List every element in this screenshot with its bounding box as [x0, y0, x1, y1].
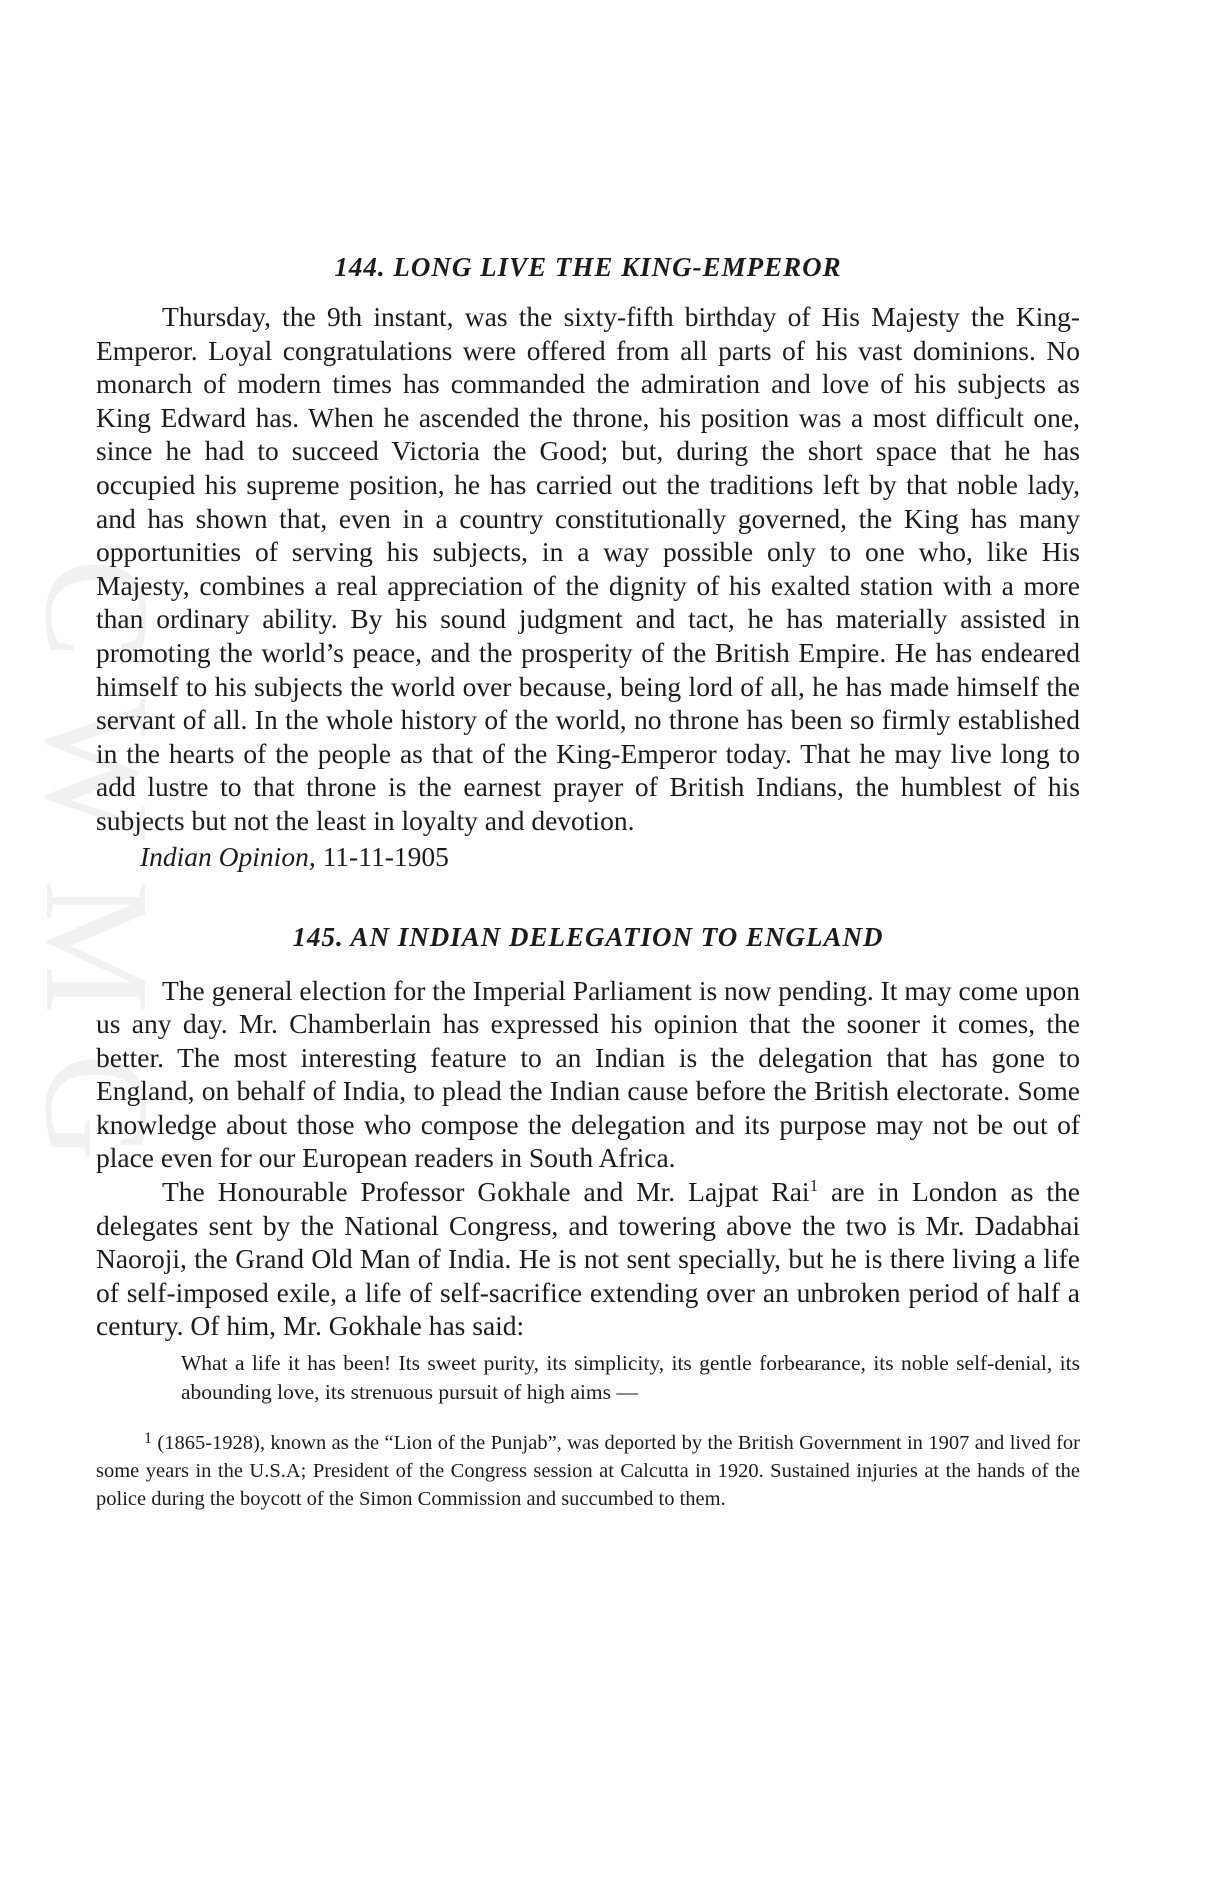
- footnote: [96, 1429, 1080, 1513]
- footnote-reference: 1: [809, 1176, 819, 1196]
- paragraph-2-text-end: are in London as the delegates sent by the National Congress, and towering above the two is Mr. Dadabhai Naoroji, the Grand Old Man of India. He is not sent specially, but he is there living a life of self-imposed exile, a life of self-sacrifice extending over an unbroken period of half a century. Of him, Mr. Gokhale has said:: [96, 1176, 1080, 1342]
- section-145-paragraph-1: The general election for the Imperial Parliament is now pending. It may come upon us any day. Mr. Chamberlain has expressed his opinion that the sooner it comes, the better. The most interesting feature to an Indian is the delegation that has gone to England, on behalf of India, to plead the Indian cause before the British electorate. Some knowledge about those who compose the delegation and its purpose may not be out of place even for our European readers in South Africa.: [96, 974, 1080, 1174]
- source-citation: [140, 840, 1080, 874]
- block-quote: What a life it has been! Its sweet purity, its simplicity, its gentle forbearance, its noble self-denial, its abounding love, its strenuous pursuit of high aims —: [181, 1351, 1080, 1405]
- section-heading-144: 144. LONG LIVE THE KING-EMPEROR: [334, 252, 842, 282]
- paragraph-2-text-start: The Honourable Professor Gokhale and Mr. Lajpat Rai: [162, 1176, 810, 1208]
- section-145-paragraph-2: [96, 1175, 1080, 1343]
- section-144-body: Thursday, the 9th instant, was the sixty-fifth birthday of His Majesty the King-Emperor. Loyal congratulations were offered from all parts of his vast dominions. No monarch of modern times has commanded the admiration and love of his subjects as King Edward has. When he ascended the throne, his position was a most difficult one, since he had to succeed Victoria the Good; but, during the short space that he has occupied his supreme position, he has carried out the traditions left by that noble lady, and has shown that, even in a country constitutionally governed, the King has many opportunities of serving his subjects, in a way possible only to one who, like His Majesty, combines a real appreciation of the dignity of his exalted station with a more than ordinary ability. By his sound judgment and tact, he has materially assisted in promoting the world’s peace, and the prosperity of the British Empire. He has endeared himself to his subjects the world over because, being lord of all, he has made himself the servant of all. In the whole history of the world, no throne has been so firmly established in the hearts of the people as that of the King-Emperor today. That he may live long to add lustre to that throne is the earnest prayer of British Indians, the humblest of his subjects but not the least in loyalty and devotion.: [96, 301, 1080, 836]
- watermark-text: CWMG: [14, 558, 180, 1202]
- source-publication: Indian Opinion,: [140, 840, 316, 872]
- source-date: 11-11-1905: [322, 840, 449, 872]
- section-heading-145: 145. AN INDIAN DELEGATION TO ENGLAND: [292, 921, 884, 952]
- footnote-text: (1865-1928), known as the “Lion of the Punjab”, was deported by the British Government in 1907 and lived for some years in the U.S.A; President of the Congress session at Calcutta in 1920. Sustained injuries at the hands of the police during the boycott of the Simon Commission and succumbed to them.: [96, 1432, 1080, 1511]
- page-content: [96, 250, 1080, 1513]
- footnote-marker: 1: [144, 1430, 152, 1448]
